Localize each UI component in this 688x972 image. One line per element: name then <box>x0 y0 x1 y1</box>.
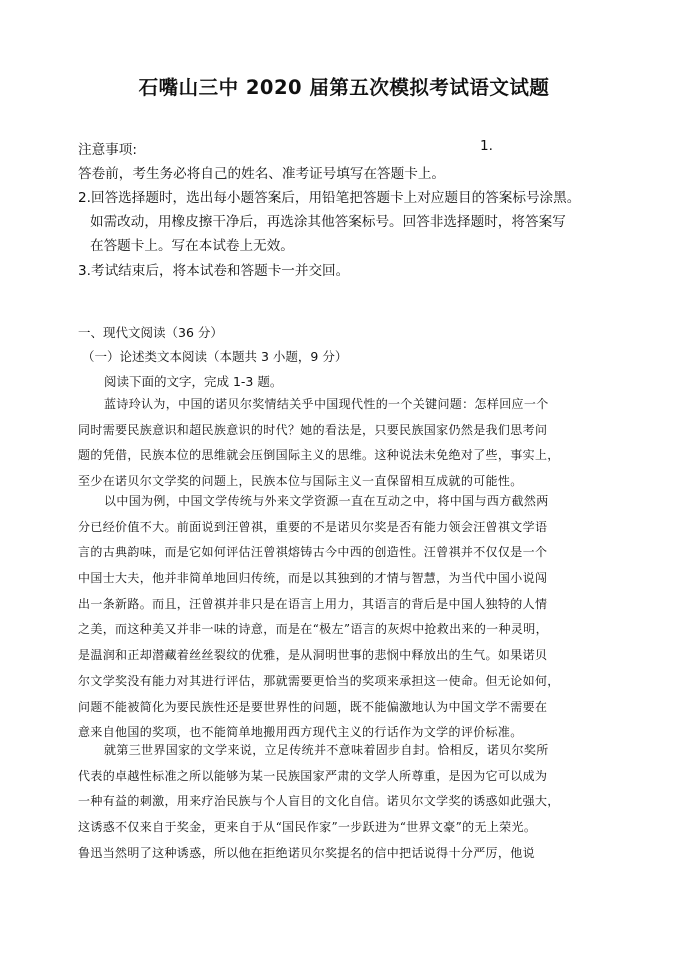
paragraph-line: 题的凭借，民族本位的思维就会压倒国际主义的思维。这种说法未免绝对了些，事实上， <box>78 448 560 463</box>
notice-item: 2.回答选择题时，选出每小题答案后，用铅笔把答题卡上对应题目的答案标号涂黑。 <box>78 190 581 206</box>
paragraph-line: 蓝诗玲认为，中国的诺贝尔奖情结关乎中国现代性的一个关键问题：怎样回应一个 <box>104 397 549 411</box>
page-title: 石嘴山三中 2020 届第五次模拟考试语文试题 <box>138 76 550 99</box>
paragraph <box>78 392 598 495</box>
paragraph-line: 问题不能被简化为要民族性还是要世界性的问题，既不能偏激地认为中国文学不需要在 <box>78 699 548 714</box>
notice-item: 答卷前，考生务必将自己的姓名、准考证号填写在答题卡上。 <box>78 166 446 182</box>
paragraph-line: 代表的卓越性标准之所以能够为某一民族国家严肃的文学人所尊重，是因为它可以成为 <box>78 768 548 783</box>
paragraph-line: 一种有益的刺激，用来疗治民族与个人盲目的文化自信。诺贝尔文学奖的诱惑如此强大， <box>78 794 560 809</box>
paragraph-line: 言的古典韵味，而是它如何评估汪曾祺熔铸古今中西的创造性。汪曾祺并不仅仅是一个 <box>78 545 548 560</box>
paragraph <box>78 738 598 866</box>
notice-number: 1. <box>480 138 493 154</box>
section-subheading: （一）论述类文本阅读（本题共 3 小题，9 分） <box>82 349 348 364</box>
paragraph-line: 鲁迅当然明了这种诱惑，所以他在拒绝诺贝尔奖提名的信中把话说得十分严厉，他说 <box>78 845 535 860</box>
notice-item: 3.考试结束后，将本试卷和答题卡一并交回。 <box>78 263 350 279</box>
paragraph-line: 意来自他国的奖项，也不能简单地搬用西方现代主义的行话作为文学的评价标准。 <box>78 725 523 740</box>
notice-item: 如需改动，用橡皮擦干净后，再选涂其他答案标号。回答非选择题时，将答案写 <box>90 214 566 230</box>
paragraph <box>78 489 598 746</box>
paragraph-line: 就第三世界国家的文学来说，立足传统并不意味着固步自封。恰相反，诺贝尔奖所 <box>104 743 549 757</box>
paragraph-line: 是温润和正却潜藏着丝丝裂纹的优雅，是从洞明世事的悲悯中释放出的生气。如果诺贝 <box>78 648 548 663</box>
paragraph-line: 这诱惑不仅来自于奖金，更来自于从“国民作家”一步跃进为“世界文豪”的无上荣光。 <box>78 820 537 835</box>
paragraph-line: 以中国为例，中国文学传统与外来文学资源一直在互动之中，将中国与西方截然两 <box>104 494 549 508</box>
paragraph-line: 出一条新路。而且，汪曾祺并非只是在语言上用力，其语言的背后是中国人独特的人情 <box>78 596 548 611</box>
paragraph-line: 同时需要民族意识和超民族意识的时代？她的看法是，只要民族国家仍然是我们思考问 <box>78 422 548 437</box>
section-instruction: 阅读下面的文字，完成 1-3 题。 <box>104 374 283 389</box>
paragraph-line: 尔文学奖没有能力对其进行评估，那就需要更恰当的奖项来承担这一使命。但无论如何， <box>78 673 560 688</box>
paragraph-line: 至少在诺贝尔文学奖的问题上，民族本位与国际主义一直保留相互成就的可能性。 <box>78 474 523 489</box>
paragraph-line: 之美，而这种美又并非一味的诗意，而是在“极左”语言的灰烬中抢救出来的一种灵明， <box>78 622 548 637</box>
notice-label: 注意事项: <box>78 142 137 158</box>
notice-item: 在答题卡上。写在本试卷上无效。 <box>90 238 294 254</box>
section-heading: 一、现代文阅读（36 分） <box>78 325 223 340</box>
paragraph-line: 分已经价值不大。前面说到汪曾祺，重要的不是诺贝尔奖是否有能力领会汪曾祺文学语 <box>78 519 548 534</box>
paragraph-line: 中国士大夫，他并非简单地回归传统，而是以其独到的才情与智慧，为当代中国小说闯 <box>78 571 548 586</box>
